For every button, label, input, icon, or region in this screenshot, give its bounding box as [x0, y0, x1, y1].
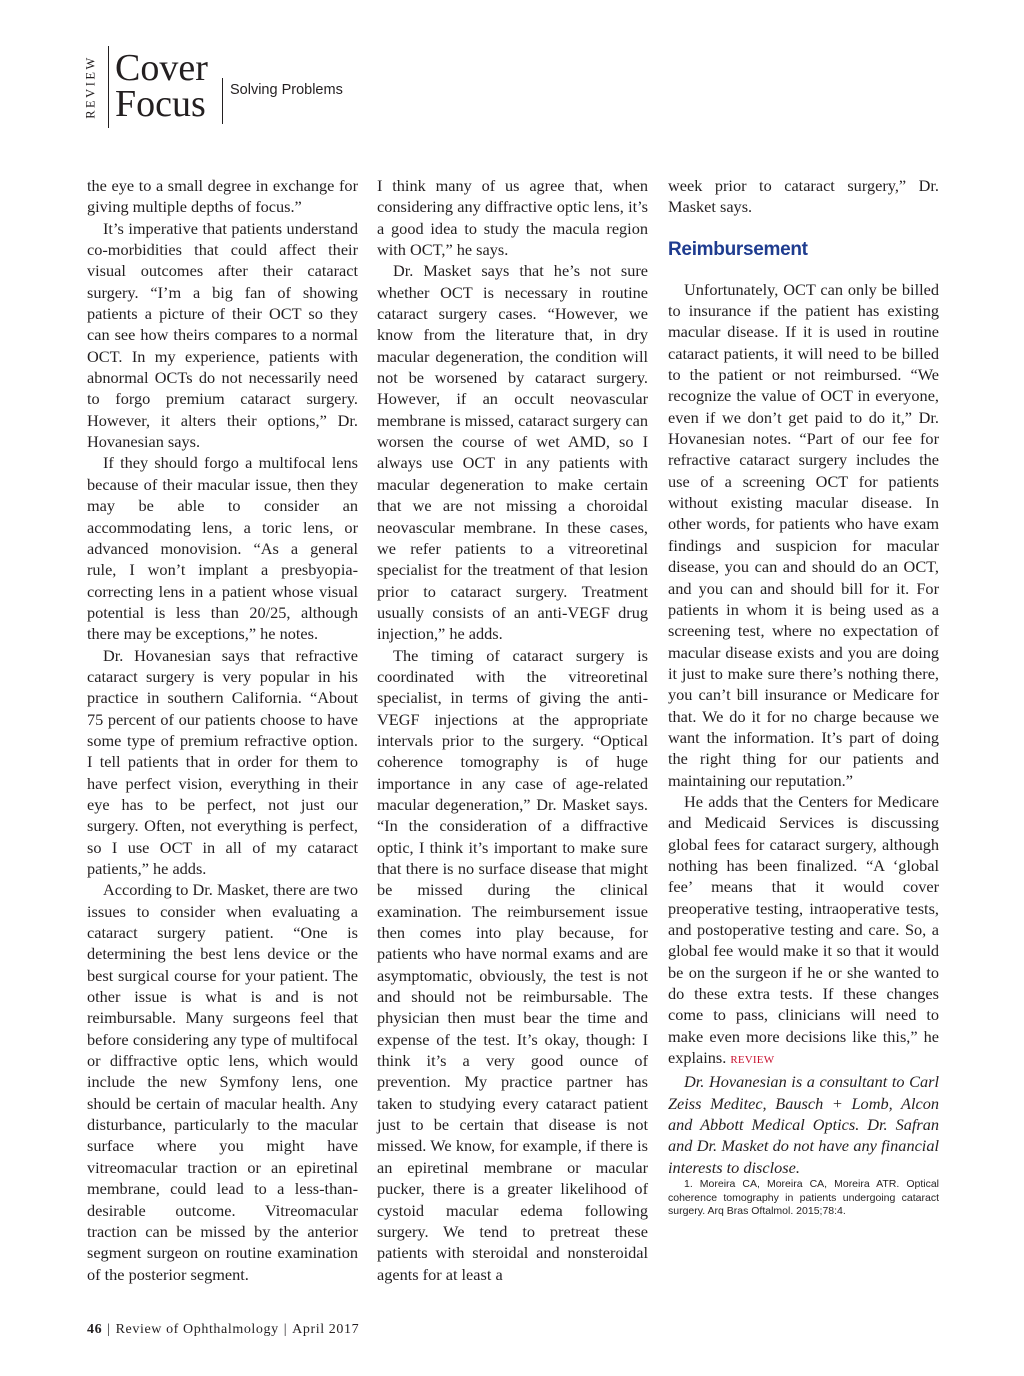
header-divider-secondary: [222, 78, 223, 124]
footer-separator: |: [107, 1322, 111, 1337]
reference-footnote: 1. Moreira CA, Moreira CA, Moreira ATR. Optical coherence tomography in patients undergoing cataract surgery. Arq Bras Oftalmol. 2015;78:4.: [668, 1178, 939, 1218]
paragraph: According to Dr. Masket, there are two issues to consider when evaluating a cataract surgery patient. “One is determining the best lens device or the best surgical course for your patient. The other issue is what is and is not reimbursable. Many surgeons feel that before considering any type of multifocal or diffractive optic lens, which would include the new Symfony lens, one should be certain of macular health. Any disturbance, particularly to the macular surface where you might have vitreomacular traction or an epiretinal membrane, could lead to a less-than-desirable outcome. Vitreomacular traction can be missed by the anterior segment surgeon on routine examination of the posterior segment.: [87, 880, 358, 1284]
header-divider: [108, 46, 109, 128]
review-vertical-label: REVIEW: [83, 55, 98, 119]
paragraph: I think many of us agree that, when considering any diffractive optic lens, it’s a good idea to study the macula region with OCT,” he says.: [377, 176, 648, 260]
article-column-3: [668, 175, 939, 1219]
section-title-line-1: Cover: [115, 47, 208, 89]
article-column-2: [377, 175, 648, 1285]
publication-name: Review of Ophthalmology: [115, 1322, 279, 1337]
article-column-1: [87, 175, 358, 1285]
paragraph-with-end-mark: [668, 791, 939, 1071]
paragraph: If they should forgo a multifocal lens because of their macular issue, then they may be able to consider an accommodating lens, a toric lens, or advanced monovision. “As a general rule, I won’t implant a presbyopia-correcting lens in a patient whose visual potential is less than 20/25, although there may be exceptions,” he notes.: [87, 453, 358, 644]
paragraph: Dr. Hovanesian says that refractive cataract surgery is very popular in his practice in southern California. “About 75 percent of our patients choose to have some type of premium refractive option. I tell patients that in order for them to have perfect vision, everything in their eye has to be perfect, not just our surgery. Often, not everything is perfect, so I use OCT in all of my cataract patients,” he adds.: [87, 645, 358, 878]
section-title-line-2: Focus: [115, 83, 206, 125]
page-footer: [87, 1322, 359, 1338]
disclosure-note: Dr. Hovanesian is a consultant to Carl Zeiss Meditec, Bausch + Lomb, Alcon and Abbott Medical Optics. Dr. Safran and Dr. Masket do not have any financial interests to disclose.: [668, 1072, 939, 1177]
issue-date: April 2017: [292, 1322, 360, 1337]
paragraph: the eye to a small degree in exchange for giving multiple depths of focus.”: [87, 176, 358, 217]
paragraph: The timing of cataract surgery is coordinated with the vitreoretinal specialist, in terms of giving the anti-VEGF injections at the appropriate intervals prior to the surgery. “Optical coherence tomography is of huge importance in any case of age-related macular degeneration,” Dr. Masket says. “In the consideration of a diffractive optic, I think it’s important to make sure that there is no surface disease that might be missed during the clinical examination. The reimbursement issue then comes into play because, for patients who have normal exams and are asymptomatic, obviously, the test is not and should not be reimbursable. The physician then must bear the time and expense of the test. It’s okay, though: I think it’s a very good ounce of prevention. My practice partner has taken to studying every cataract patient just to be certain that disease is not missed. We know, for example, if there is an epiretinal membrane or macular pucker, there is a greater likelihood of cystoid macular edema following surgery. We tend to pretreat these patients with steroidal and nonsteroidal agents for at least a: [377, 645, 648, 1284]
footer-separator: |: [283, 1322, 288, 1337]
review-end-mark: REVIEW: [730, 1054, 775, 1067]
page-number: 46: [87, 1322, 103, 1337]
subhead-reimbursement: Reimbursement: [668, 238, 808, 260]
section-title: [115, 47, 208, 125]
paragraph: It’s imperative that patients understand co-morbidities that could affect their visual outcomes after their cataract surgery. “I’m a big fan of showing patients a picture of their OCT so they can see how theirs compares to a normal OCT. In my experience, patients with abnormal OCTs do not necessarily need to forgo premium cataract surgery. However, it alters their options,” Dr. Hovanesian says.: [87, 218, 358, 452]
paragraph-text: He adds that the Centers for Medicare and Medicaid Services is discussing global fees for cataract surgery, although nothing has been finalized. “A ‘global fee’ means that it would cover preoperative testing, intraoperative tests, and postoperative testing and care. So, a global fee would make it so that it would be on the surgeon if he or she wanted to do these extra tests. If these changes come to pass, clinicians will need to make even more decisions like this,” he explains.: [668, 791, 939, 1068]
paragraph: week prior to cataract surgery,” Dr. Masket says.: [668, 176, 939, 217]
section-subtitle: Solving Problems: [230, 82, 343, 98]
paragraph: Dr. Masket says that he’s not sure whether OCT is necessary in routine cataract surgery cases. “However, we know from the literature that, in dry macular degeneration, the condition will not be worsened by cataract surgery. However, if an occult neovascular membrane is missed, cataract surgery can worsen the course of wet AMD, so I always use OCT in any patients with macular degeneration to make certain that we are not missing a choroidal neovascular membrane. In these cases, we refer patients to a vitreoretinal specialist for the treatment of that lesion prior to cataract surgery. Treatment usually consists of an anti-VEGF drug injection,” he adds.: [377, 261, 648, 644]
paragraph: Unfortunately, OCT can only be billed to insurance if the patient has existing macular disease. If it is used in routine cataract patients, it will need to be billed to the patient or not reimbursed. “We recognize the value of OCT in everyone, even if we don’t get paid to do it,” Dr. Hovanesian notes. “Part of our fee for refractive cataract surgery includes the use of a screening OCT for patients without existing macular disease. In other words, for patients who have exam findings and suspicion for macular disease, you can and should do an OCT, and you can and should bill for it. For patients in whom it is being used as a screening test, where no expectation of macular disease exists and you are doing it just to make sure there’s nothing there, you can’t bill insurance or Medicare for that. We do it for no charge because we want the information. It’s part of doing the right thing for our patients and maintaining our reputation.”: [668, 279, 939, 790]
